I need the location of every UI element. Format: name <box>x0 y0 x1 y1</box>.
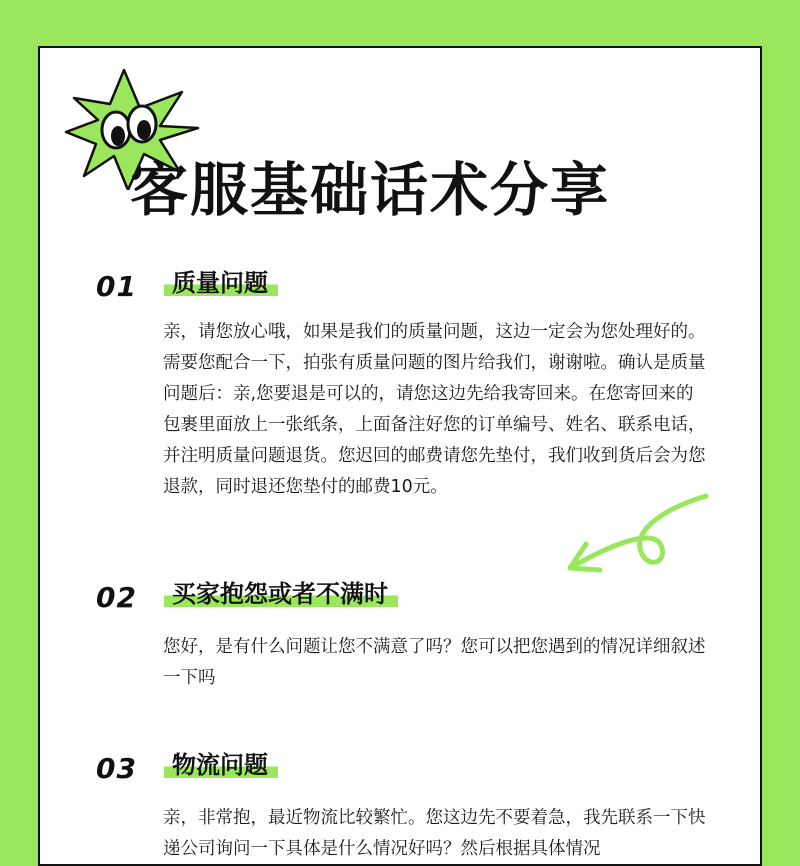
section-number-02: 02 <box>96 581 137 614</box>
section-number-03: 03 <box>96 752 137 785</box>
section-number-01: 01 <box>96 270 137 303</box>
page-title: 客服基础话术分享 <box>130 156 611 224</box>
section-body-quality: 亲，请您放心哦，如果是我们的质量问题，这边一定会为您处理好的。需要您配合一下，拍张有质量问题的图片给我们，谢谢啦。确认是质量问题后：亲,您要退是可以的，请您这边先给我寄回来。在您寄回来的包裹里面放上一张纸条，上面备注好您的订单编号、姓名、联系电话，并注明质量问题退货。您迟回的邮费请您先垫付，我们收到货后会为您退款，同时退还您垫付的邮费10元。 <box>163 322 706 497</box>
section-heading-complaint: 买家抱怨或者不满时 <box>164 577 398 611</box>
section-body-logistics: 亲，非常抱，最近物流比较繁忙。您这边先不要着急，我先联系一下快递公司询问一下具体是什么情况好吗？然后根据具体情况 <box>163 808 706 859</box>
section-heading-quality: 质量问题 <box>164 266 278 300</box>
section-heading-logistics: 物流问题 <box>164 748 278 782</box>
curly-arrow-icon <box>556 488 716 588</box>
section-body-complaint: 您好，是有什么问题让您不满意了吗？您可以把您遇到的情况详细叙述一下吗 <box>163 637 706 688</box>
